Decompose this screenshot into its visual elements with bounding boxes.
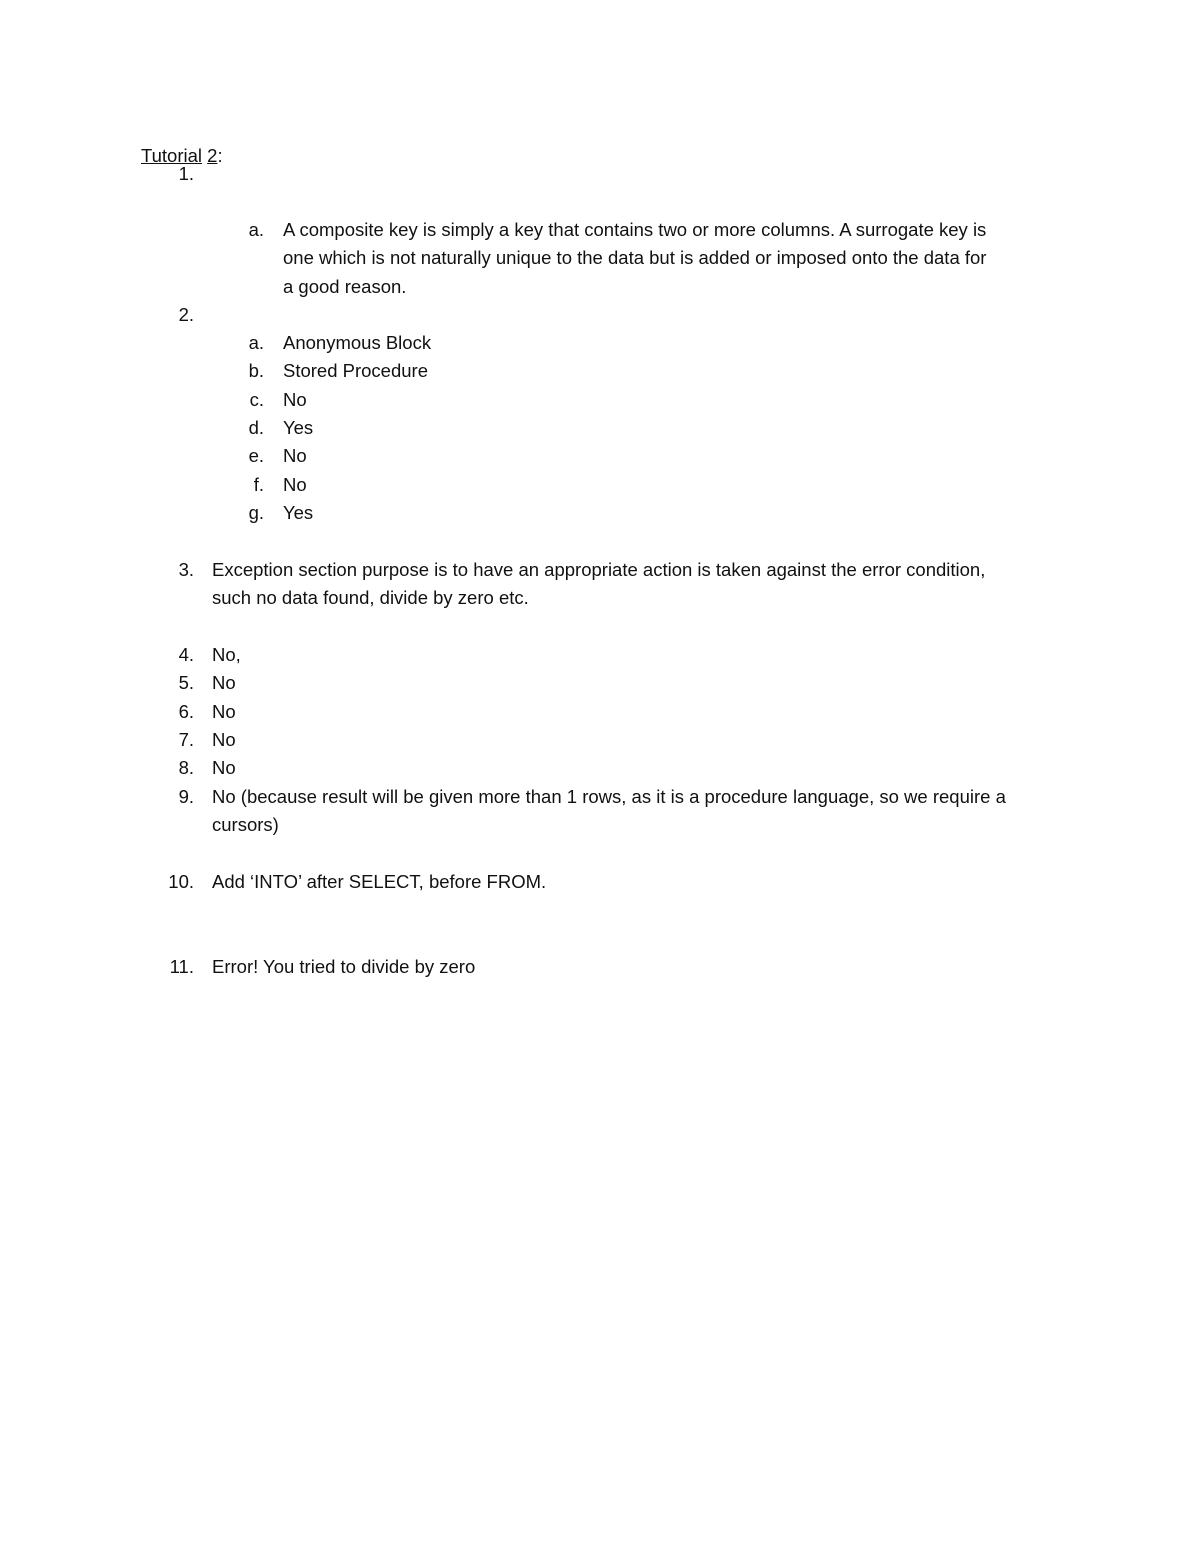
q5-text: No — [212, 672, 236, 693]
q4-number: 4. — [178, 644, 194, 665]
q2-b-marker: b. — [248, 360, 264, 381]
q2-number: 2. — [178, 304, 194, 325]
q2-c-marker: c. — [249, 389, 264, 410]
q1-a-line-1: A composite key is simply a key that contains two or more columns. A surrogate key is — [283, 219, 987, 240]
q2-d-text: Yes — [283, 417, 314, 438]
q3-line-1: Exception section purpose is to have an appropriate action is taken against the error condition, — [212, 559, 986, 580]
q1-a-line-3: a good reason. — [283, 276, 407, 297]
q2-b-text: Stored Procedure — [283, 360, 429, 381]
q1-a-line-2: one which is not naturally unique to the data but is added or imposed onto the data for — [283, 247, 987, 268]
q11-number: 11. — [169, 956, 194, 977]
q2-g-text: Yes — [283, 502, 314, 523]
q2-e-text: No — [283, 445, 307, 466]
q7-text: No — [212, 729, 236, 750]
q9-line-1: No (because result will be given more than 1 rows, as it is a procedure language, so we require a — [212, 786, 1006, 807]
q1-a-marker: a. — [248, 219, 264, 240]
q2-e-marker: e. — [248, 445, 264, 466]
q9-number: 9. — [178, 786, 194, 807]
q8-number: 8. — [178, 757, 194, 778]
q2-a-text: Anonymous Block — [283, 332, 432, 353]
q4-text: No, — [212, 644, 241, 665]
q1-number: 1. — [178, 163, 194, 184]
q2-f-text: No — [283, 474, 307, 495]
title-word: Tutorial — [141, 145, 203, 166]
q5-number: 5. — [178, 672, 194, 693]
q2-d-marker: d. — [248, 417, 264, 438]
q7-number: 7. — [178, 729, 194, 750]
q6-text: No — [212, 701, 236, 722]
q2-c-text: No — [283, 389, 307, 410]
q8-text: No — [212, 757, 236, 778]
q9-line-2: cursors) — [212, 814, 279, 835]
q2-g-marker: g. — [248, 502, 264, 523]
q11-text: Error! You tried to divide by zero — [212, 956, 476, 977]
title-colon: : — [217, 145, 223, 166]
q3-number: 3. — [178, 559, 194, 580]
q3-line-2: such no data found, divide by zero etc. — [212, 587, 529, 608]
q2-a-marker: a. — [248, 332, 264, 353]
q10-text: Add ‘INTO’ after SELECT, before FROM. — [212, 871, 547, 892]
q2-f-marker: f. — [253, 474, 264, 495]
q10-number: 10. — [168, 871, 194, 892]
title-number: 2 — [207, 145, 218, 166]
q6-number: 6. — [178, 701, 194, 722]
